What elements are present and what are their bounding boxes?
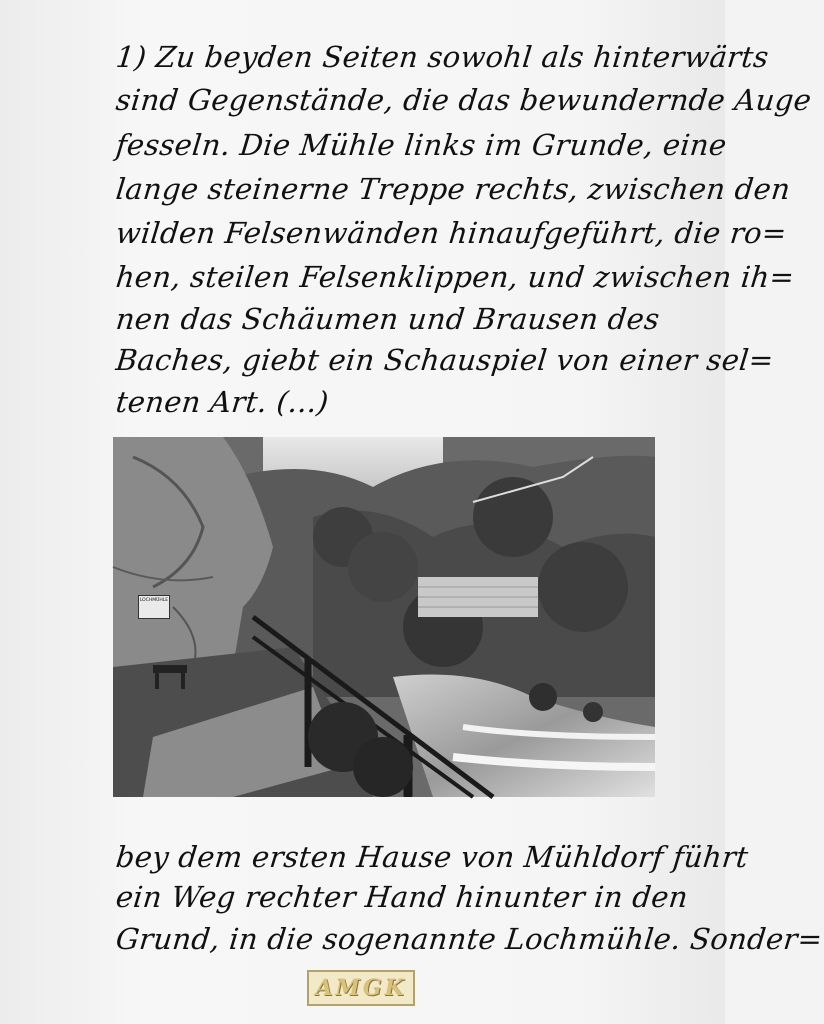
- handwriting-line: hen, steilen Felsenklippen, und zwischen ih=: [114, 260, 797, 294]
- handwriting-line: Baches, giebt ein Schauspiel von einer sel=: [114, 343, 776, 377]
- landscape-photo: [113, 437, 655, 797]
- handwriting-line: ein Weg rechter Hand hinunter in den: [114, 880, 690, 914]
- handwriting-line: tenen Art. (...): [114, 385, 331, 419]
- logo-text: AMGK: [315, 975, 407, 1001]
- handwriting-line: nen das Schäumen und Brausen des: [114, 302, 662, 336]
- handwriting-line: wilden Felsenwänden hinaufgeführt, die ro=: [114, 216, 789, 250]
- handwriting-line: fesseln. Die Mühle links im Grunde, eine: [114, 128, 729, 162]
- handwriting-line: sind Gegenstände, die das bewundernde Auge: [114, 83, 814, 117]
- handwriting-line: bey dem ersten Hause von Mühldorf führt: [114, 840, 750, 874]
- handwriting-line: 1) Zu beyden Seiten sowohl als hinterwärts: [114, 40, 771, 74]
- handwriting-line: lange steinerne Treppe rechts, zwischen den: [114, 172, 793, 206]
- handwriting-line: Grund, in die sogenannte Lochmühle. Sonder=: [114, 922, 824, 956]
- publisher-logo: [307, 970, 415, 1006]
- photo-sign: LOCHMÜHLE: [138, 595, 170, 619]
